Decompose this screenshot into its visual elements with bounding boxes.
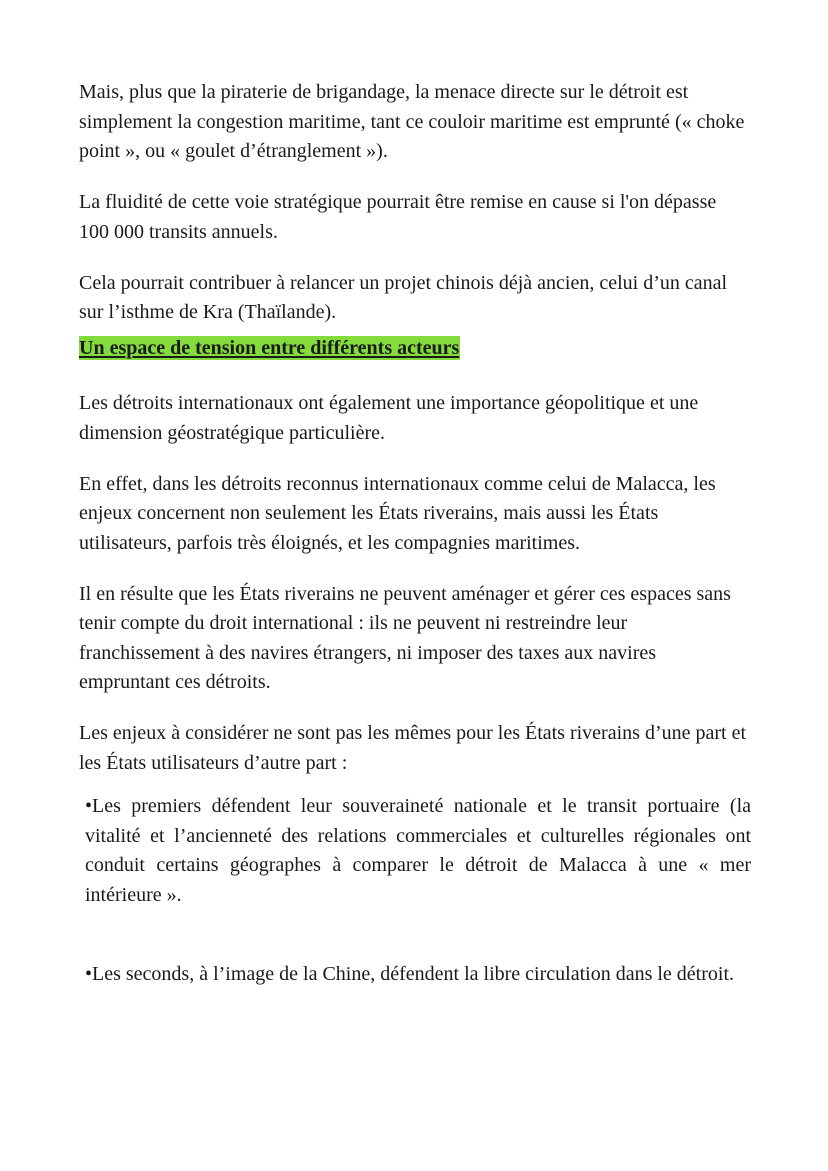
bullet-item-riverains: •Les premiers défendent leur souveraineté nationale et le transit portuaire (la vitalité et l’ancienneté des relations commerciales et culturelles régionales ont conduit certains géographes à comparer le détroit de Malacca à une « mer intérieure ». [85,795,751,906]
paragraph-fluidite: La fluidité de cette voie stratégique pourrait être remise en cause si l'on dépasse 100 000 transits annuels. [79,191,717,243]
paragraph-congestion: Mais, plus que la piraterie de brigandage, la menace directe sur le détroit est simplement la congestion maritime, tant ce couloir maritime est emprunté (« choke point », ou « goulet d’étranglement »). [79,81,745,162]
paragraph-droit-international: Il en résulte que les États riverains ne peuvent aménager et gérer ces espaces sans tenir compte du droit international : ils ne peuvent ni restreindre leur franchissement à des navires étrangers, ni imposer des taxes aux navires empruntant ces détroits. [79,582,731,693]
paragraph-geopolitique: Les détroits internationaux ont également une importance géopolitique et une dimension géostratégique particulière. [79,392,699,444]
paragraph-malacca-enjeux: En effet, dans les détroits reconnus internationaux comme celui de Malacca, les enjeux concernent non seulement les États riverains, mais aussi les États utilisateurs, parfois très éloignés, et les compagnies maritimes. [79,472,716,554]
section-heading-text: Un espace de tension entre différents acteurs [79,336,460,359]
document-body [79,78,751,990]
section-heading [79,334,751,364]
paragraph-canal-kra: Cela pourrait contribuer à relancer un projet chinois déjà ancien, celui d’un canal sur l’isthme de Kra (Thaïlande). [79,271,728,323]
bullet-spacer [79,910,751,960]
paragraph-enjeux-intro: Les enjeux à considérer ne sont pas les mêmes pour les États riverains d’une part et les États utilisateurs d’autre part : [79,722,747,774]
bullet-item-utilisateurs: •Les seconds, à l’image de la Chine, défendent la libre circulation dans le détroit. [85,963,734,985]
